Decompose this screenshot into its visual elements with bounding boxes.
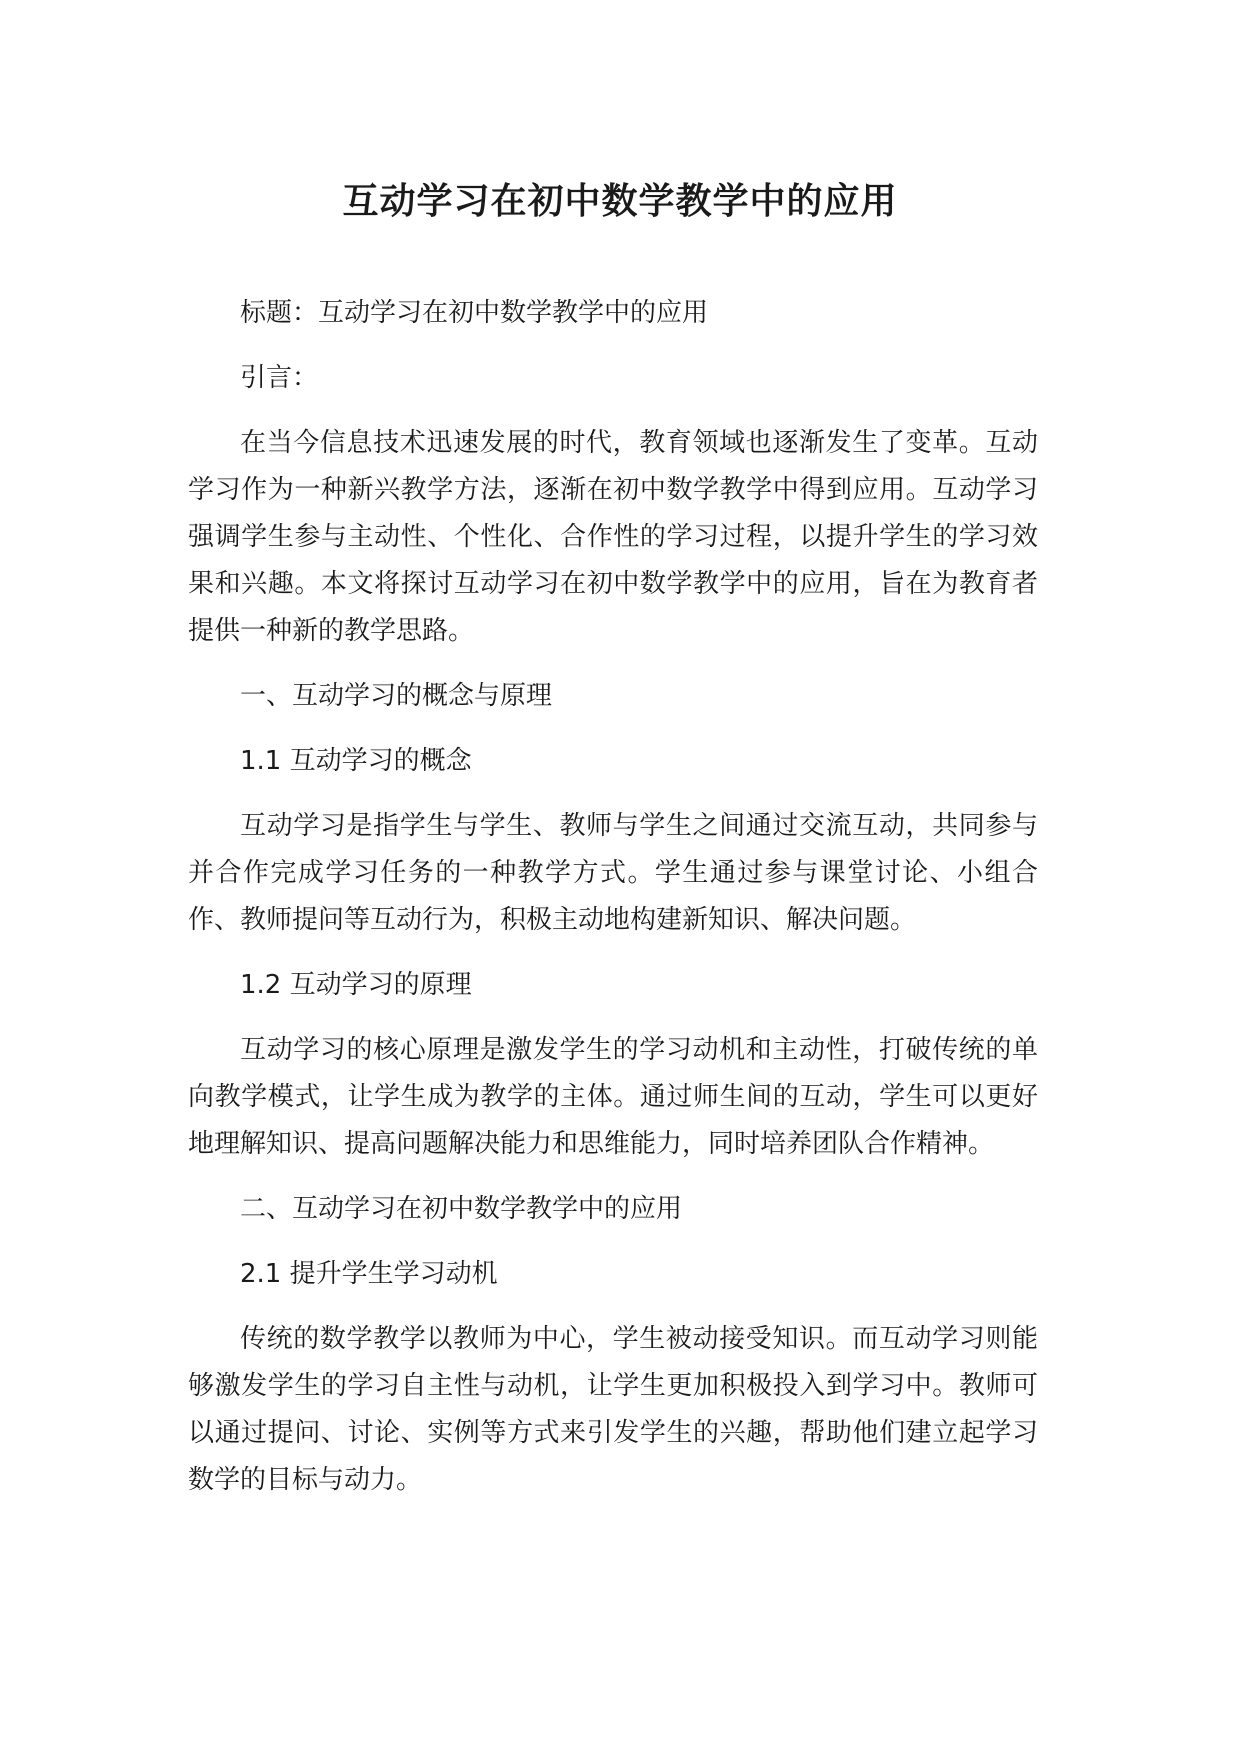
section1-sub1-paragraph: 互动学习是指学生与学生、教师与学生之间通过交流互动，共同参与并合作完成学习任务的一种教学方式。学生通过参与课堂讨论、小组合作、教师提问等互动行为，积极主动地构建新知识、解决问题。 bbox=[188, 811, 1038, 935]
section1-sub1-heading: 1.1 互动学习的概念 bbox=[240, 746, 472, 776]
subject-line: 标题：互动学习在初中数学教学中的应用 bbox=[240, 298, 709, 328]
section1-sub2-heading: 1.2 互动学习的原理 bbox=[240, 970, 472, 1000]
section2-sub1-heading: 2.1 提升学生学习动机 bbox=[240, 1259, 498, 1289]
section1-sub2-paragraph: 互动学习的核心原理是激发学生的学习动机和主动性，打破传统的单向教学模式，让学生成为教学的主体。通过师生间的互动，学生可以更好地理解知识、提高问题解决能力和思维能力，同时培养团队合作精神。 bbox=[188, 1035, 1038, 1159]
section2-heading: 二、互动学习在初中数学教学中的应用 bbox=[240, 1194, 683, 1224]
document-title: 互动学习在初中数学教学中的应用 bbox=[342, 181, 898, 222]
section1-heading: 一、互动学习的概念与原理 bbox=[240, 681, 553, 711]
document-body bbox=[188, 290, 1038, 1504]
intro-label: 引言： bbox=[240, 363, 319, 393]
intro-paragraph: 在当今信息技术迅速发展的时代，教育领域也逐渐发生了变革。互动学习作为一种新兴教学方法，逐渐在初中数学教学中得到应用。互动学习强调学生参与主动性、个性化、合作性的学习过程，以提升学生的学习效果和兴趣。本文将探讨互动学习在初中数学教学中的应用，旨在为教育者提供一种新的教学思路。 bbox=[188, 428, 1038, 646]
section2-sub1-paragraph: 传统的数学教学以教师为中心，学生被动接受知识。而互动学习则能够激发学生的学习自主性与动机，让学生更加积极投入到学习中。教师可以通过提问、讨论、实例等方式来引发学生的兴趣，帮助他们建立起学习数学的目标与动力。 bbox=[188, 1324, 1038, 1495]
